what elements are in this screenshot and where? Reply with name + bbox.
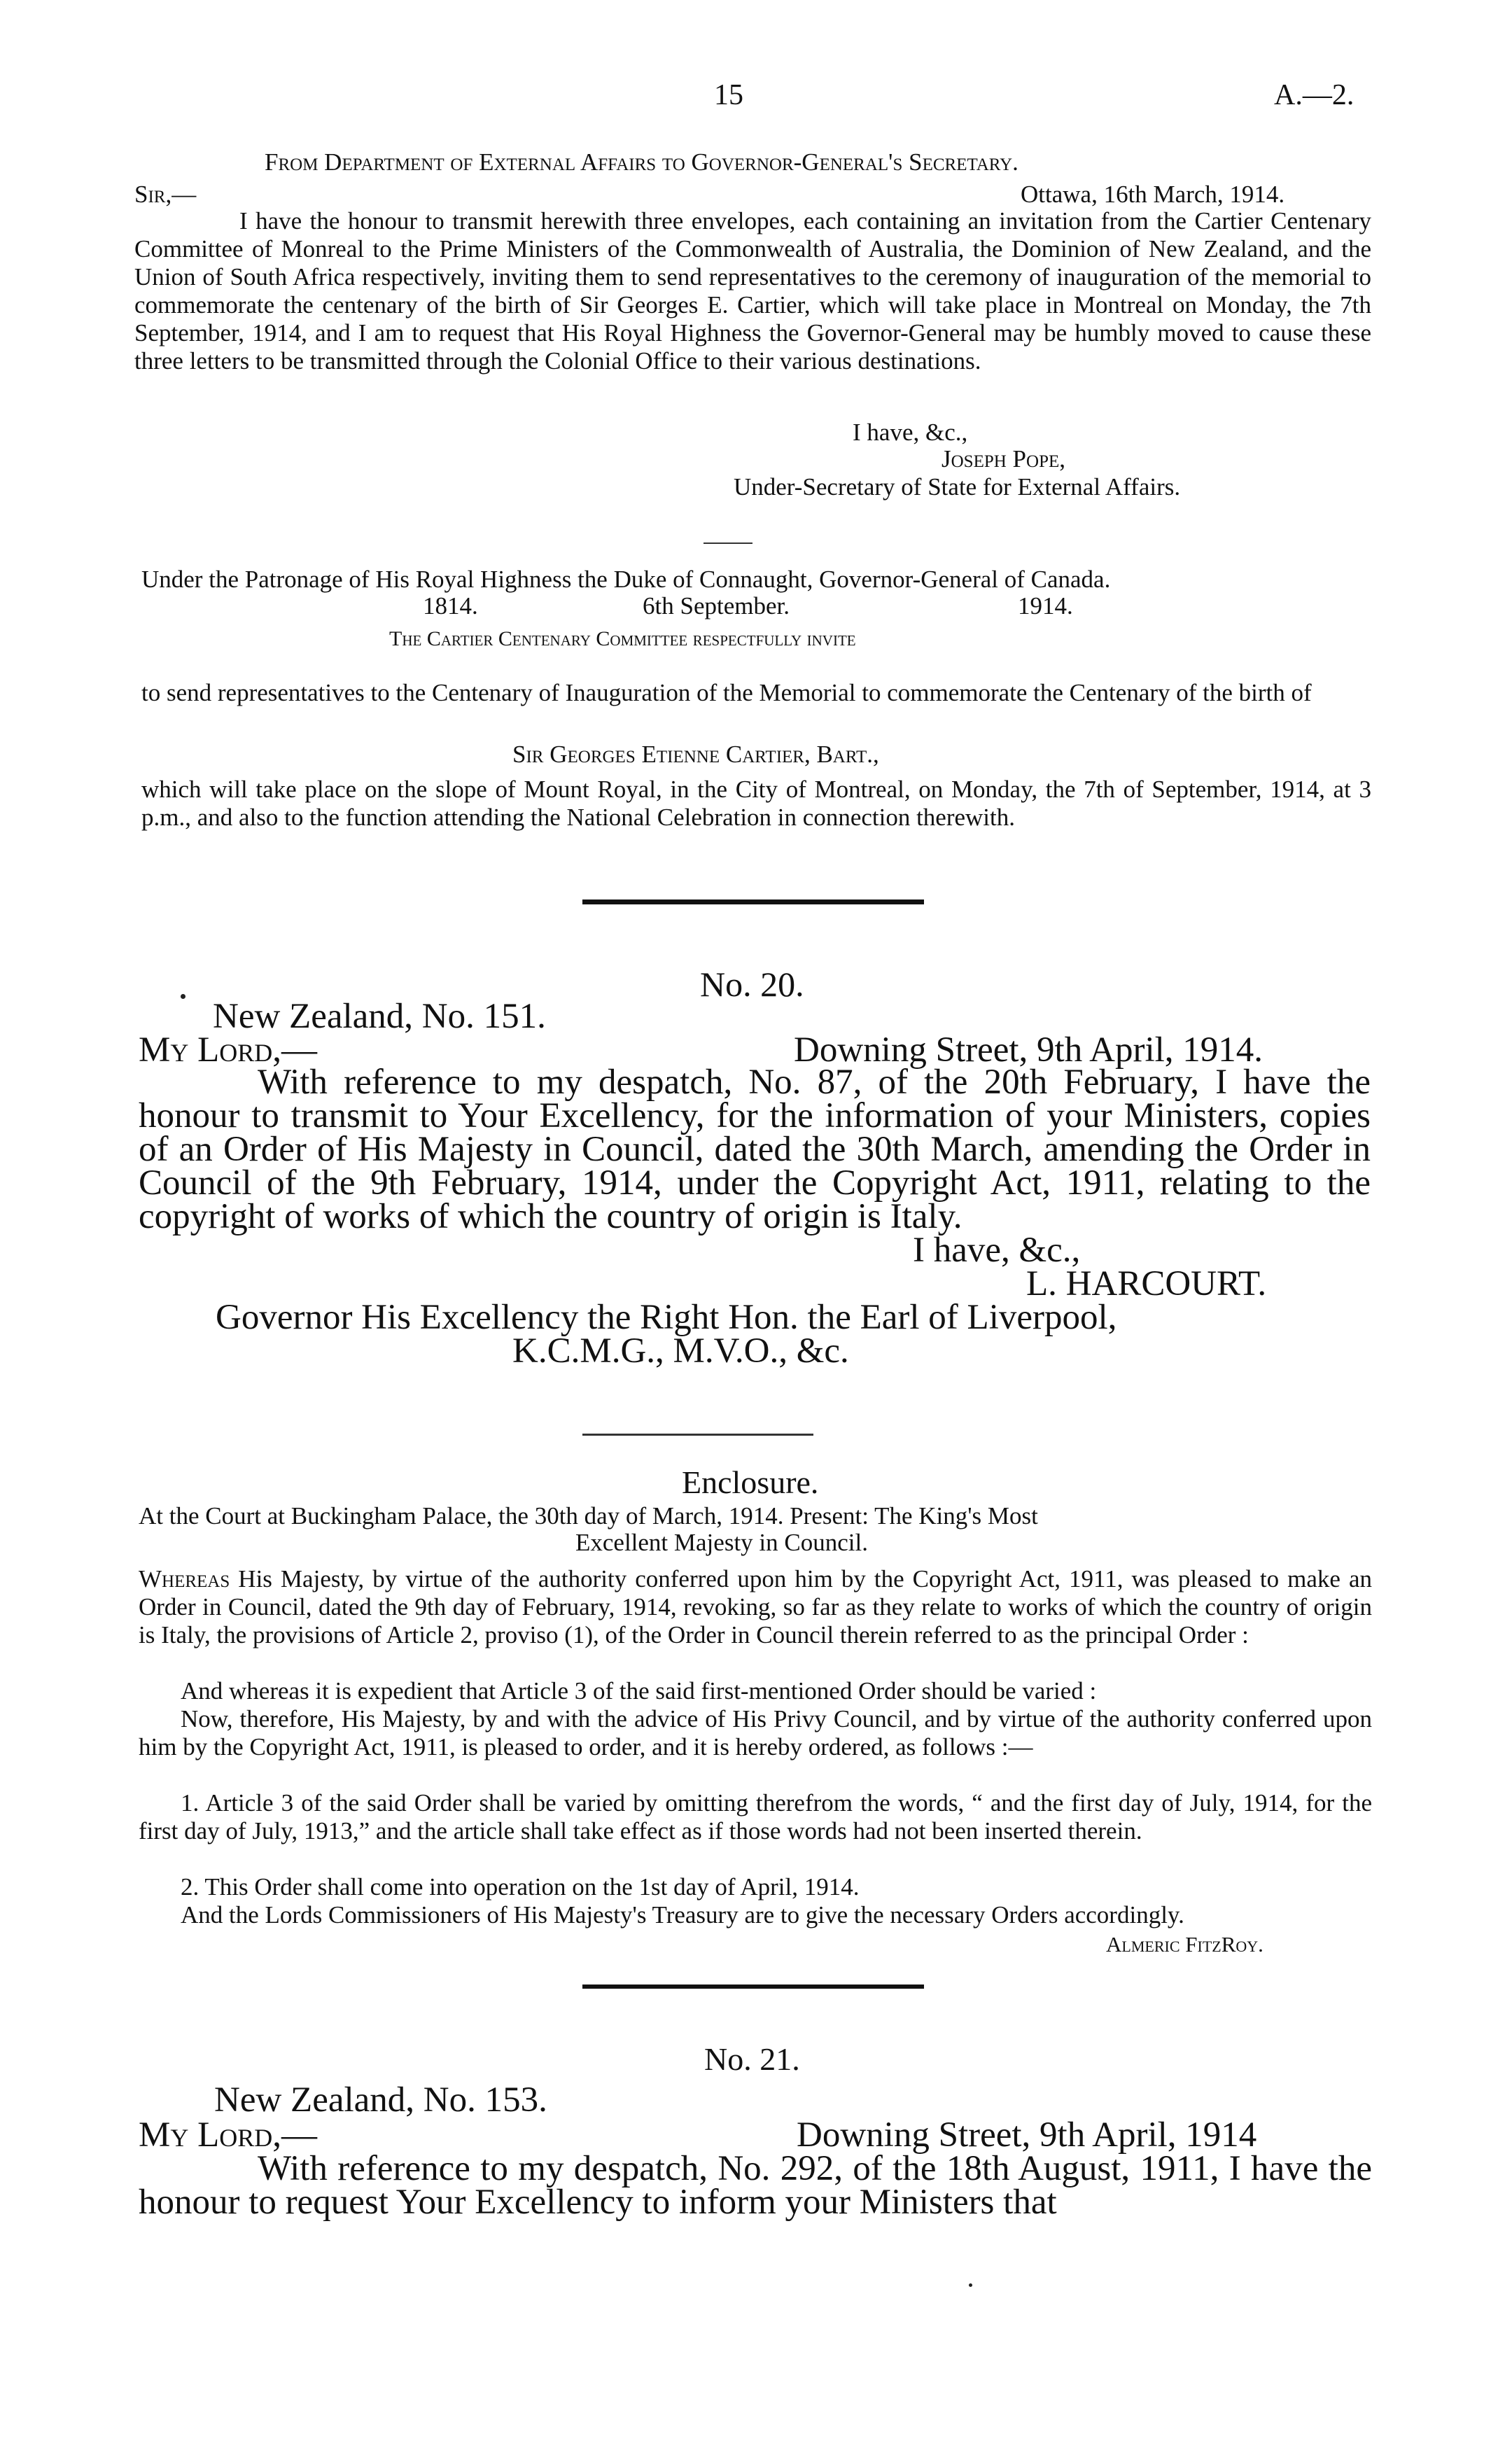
no21-reference: New Zealand, No. 153. — [214, 2080, 547, 2120]
document-code: A.—2. — [1274, 79, 1354, 111]
no21-place-date: Downing Street, 9th April, 1914 — [797, 2115, 1257, 2155]
no21-salutation: My Lord,— — [139, 2115, 318, 2155]
no20-place-date: Downing Street, 9th April, 1914. — [794, 1030, 1264, 1070]
no20-addressee-1: Governor His Excellency the Right Hon. the Earl of Liverpool, — [216, 1298, 1117, 1337]
letter-heading: From Department of External Affairs to Governor-General's Secretary. — [265, 148, 1018, 176]
honoree-name: Sir Georges Etienne Cartier, Bart., — [512, 741, 879, 768]
no20-reference: New Zealand, No. 151. — [213, 997, 546, 1036]
year-1914: 1914. — [1018, 592, 1073, 620]
no20-addressee-2: K.C.M.G., M.V.O., &c. — [512, 1331, 849, 1371]
divider-thick-1 — [582, 899, 924, 904]
letter-body: I have the honour to transmit herewith three envelopes, each containing an invitation from the Cartier Centenary Committee of Monreal to the Prime Ministers of the Commonwealth of Australia, the Dominion of New Zealand, and the Union of South Africa respectively, inviting them to send representatives to the ceremony of inauguration of the memorial to commemorate the centenary of the birth of Sir Georges E. Cartier, which will take place in Montreal on Monday, the 7th September, 1914, and I am to request that His Royal Highness the Governor-General may be humbly moved to cause these three letters to be transmitted through the Colonial Office to their various destinations. — [134, 207, 1371, 374]
court-line-2: Excellent Majesty in Council. — [575, 1529, 868, 1556]
no21-heading: No. 21. — [704, 2041, 800, 2077]
whereas-lead: Whereas — [139, 1565, 230, 1592]
salutation: Sir,— — [134, 181, 197, 208]
year-1814: 1814. — [423, 592, 478, 620]
signatory-title: Under-Secretary of State for External Affairs. — [734, 473, 1181, 500]
enclosure-heading: Enclosure. — [682, 1464, 819, 1500]
paragraph-2: And whereas it is expedient that Article 3 of the said first-mentioned Order should be varied : — [181, 1677, 1097, 1704]
patronage-line: Under the Patronage of His Royal Highness the Duke of Connaught, Governor-General of Canada. — [141, 566, 1111, 593]
page-number: 15 — [714, 79, 743, 111]
invitation-body-1: to send representatives to the Centenary of Inauguration of the Memorial to commemorate the Centenary of the birth of — [141, 679, 1312, 706]
signature: Joseph Pope, — [941, 445, 1066, 472]
divider-thick-2 — [582, 1984, 924, 1989]
invite-line: The Cartier Centenary Committee respectfully invite — [389, 627, 856, 650]
divider-2 — [582, 1434, 813, 1436]
no20-signature: L. HARCOURT. — [1026, 1264, 1267, 1303]
divider-short — [704, 542, 752, 544]
paragraph-4: 1. Article 3 of the said Order shall be varied by omitting therefrom the words, “ and the first day of July, 1914, for the first day of July, 1913,” and the article shall take effect as if those words had not been inserted therein. — [139, 1789, 1372, 1844]
no20-heading: No. 20. — [700, 965, 804, 1004]
whereas-paragraph — [139, 1565, 1372, 1649]
paragraph-6: And the Lords Commissioners of His Majesty's Treasury are to give the necessary Orders accordingly. — [181, 1901, 1184, 1928]
stray-mark — [969, 2283, 972, 2287]
enclosure-signature: Almeric FitzRoy. — [1106, 1932, 1264, 1956]
paragraph-3: Now, therefore, His Majesty, by and with the advice of His Privy Council, and by virtue of the authority conferred upon him by the Copyright Act, 1911, is pleased to order, and it is hereby ordered, as follows :— — [139, 1705, 1372, 1760]
no20-salutation: My Lord,— — [139, 1030, 318, 1070]
no20-body: With reference to my despatch, No. 87, of the 20th February, I have the honour to transmit to Your Excellency, for the information of your Ministers, copies of an Order of His Majesty in Council, dated the 30th March, amending the Order in Council of the 9th February, 1914, under the Copyright Act, 1911, relating to the copyright of works of which the country of origin is Italy. — [139, 1063, 1371, 1236]
whereas-text: His Majesty, by virtue of the authority conferred upon him by the Copyright Act, 1911, was pleased to make an Order in Council, dated the 9th day of February, 1914, revoking, so far as they relate to works of which the country of origin is Italy, the provisions of Article 2, proviso (1), of the Order in Council therein referred to as the principal Order : — [139, 1565, 1372, 1648]
paragraph-5: 2. This Order shall come into operation on the 1st day of April, 1914. — [181, 1873, 860, 1900]
place-date: Ottawa, 16th March, 1914. — [1021, 181, 1285, 208]
no20-closing: I have, &c., — [913, 1231, 1081, 1270]
closing: I have, &c., — [853, 419, 968, 446]
bullet-mark — [181, 994, 186, 999]
court-line-1: At the Court at Buckingham Palace, the 30th day of March, 1914. Present: The King's Most — [139, 1502, 1038, 1530]
no21-body: With reference to my despatch, No. 292, of the 18th August, 1911, I have the honour to request Your Excellency to inform your Ministers that — [139, 2149, 1372, 2222]
invitation-date: 6th September. — [643, 592, 790, 620]
invitation-body-2: which will take place on the slope of Mount Royal, in the City of Montreal, on Monday, the 7th of September, 1914, at 3 p.m., and also to the function attending the National Celebration in connection therewith. — [141, 776, 1371, 831]
